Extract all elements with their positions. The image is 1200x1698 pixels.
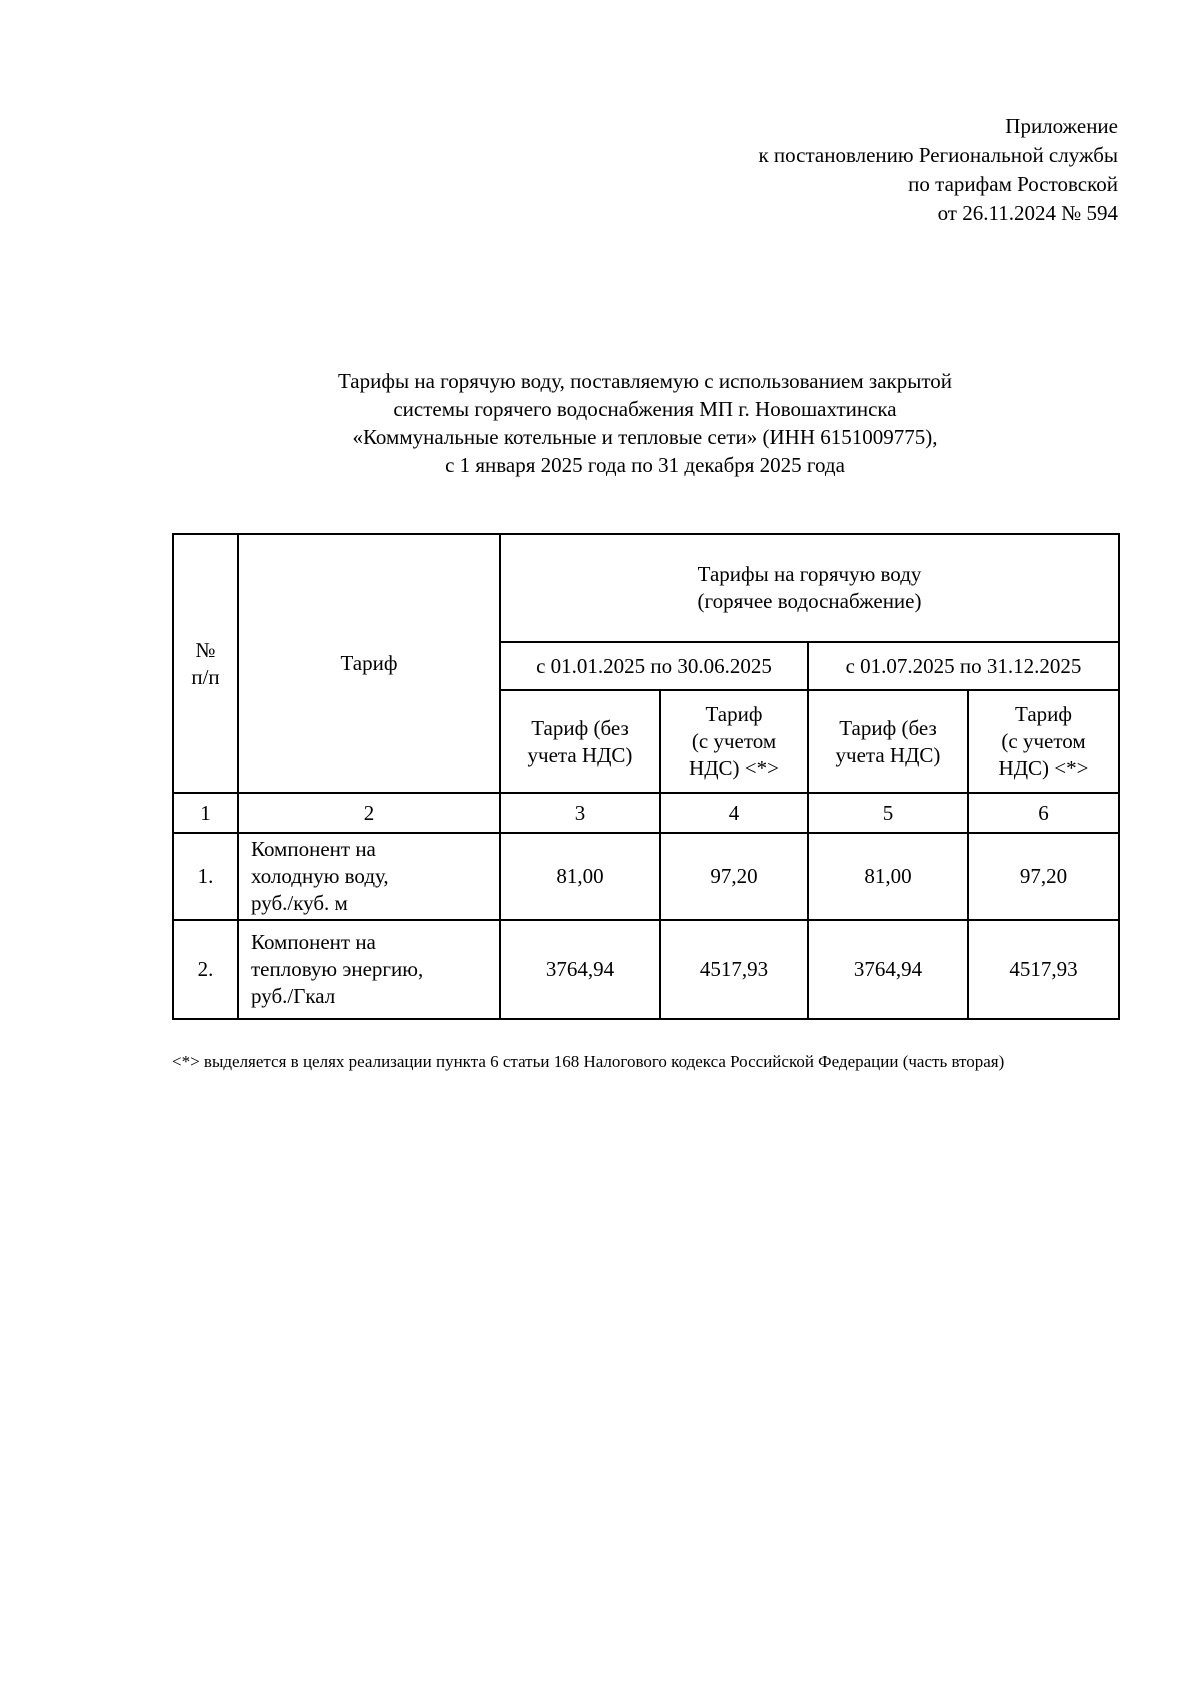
header-tariff: Тариф — [238, 534, 500, 793]
header-period-2: с 01.07.2025 по 31.12.2025 — [808, 642, 1119, 690]
header-number-line: п/п — [191, 664, 220, 689]
header-group — [500, 534, 1119, 642]
row-value: 4517,93 — [968, 920, 1119, 1019]
row-name-line: руб./куб. м — [251, 891, 348, 915]
header-with-vat-line: НДС) <*> — [689, 756, 779, 780]
column-number: 2 — [238, 793, 500, 833]
header-with-vat-line: (с учетом — [691, 729, 777, 753]
header-no-vat — [500, 690, 660, 793]
header-group-line: Тарифы на горячую воду — [697, 562, 922, 586]
row-value: 81,00 — [500, 833, 660, 920]
header-with-vat-line: Тариф — [705, 702, 763, 726]
row-number: 2. — [173, 920, 238, 1019]
header-number — [173, 534, 238, 793]
column-number: 5 — [808, 793, 968, 833]
row-name-line: Компонент на — [251, 837, 376, 861]
header-with-vat — [660, 690, 808, 793]
header-no-vat-line: Тариф (без — [531, 715, 629, 740]
header-number-line: № — [195, 637, 216, 662]
row-value: 3764,94 — [808, 920, 968, 1019]
row-name-line: тепловую энергию, — [251, 957, 424, 981]
appendix-line: к постановлению Региональной службы — [758, 143, 1118, 167]
header-with-vat-line: Тариф — [1015, 702, 1072, 726]
row-value: 97,20 — [660, 833, 808, 920]
title-line: с 1 января 2025 года по 31 декабря 2025 года — [445, 453, 845, 477]
header-group-line: (горячее водоснабжение) — [697, 589, 922, 613]
header-row-top — [173, 534, 1119, 642]
document-title — [172, 367, 1118, 479]
title-line: Тарифы на горячую воду, поставляемую с использованием закрытой — [338, 369, 952, 393]
header-no-vat-line: учета НДС) — [527, 742, 633, 767]
column-number: 4 — [660, 793, 808, 833]
column-number-row — [173, 793, 1119, 833]
title-line: системы горячего водоснабжения МП г. Новошахтинска — [393, 397, 897, 421]
tariff-table — [172, 533, 1120, 1020]
footnote: <*> выделяется в целях реализации пункта 6 статьи 168 Налогового кодекса Российской Федерации (часть вторая) — [172, 1052, 1005, 1071]
appendix-line: Приложение — [1005, 114, 1118, 138]
row-name-line: Компонент на — [251, 930, 376, 954]
row-value: 97,20 — [968, 833, 1119, 920]
table-row — [173, 920, 1119, 1019]
title-line: «Коммунальные котельные и тепловые сети» (ИНН 6151009775), — [352, 425, 938, 449]
column-number: 3 — [500, 793, 660, 833]
header-no-vat-line: Тариф (без — [839, 715, 937, 740]
header-no-vat — [808, 690, 968, 793]
appendix-block — [758, 112, 1118, 228]
column-number: 6 — [968, 793, 1119, 833]
header-no-vat-line: учета НДС) — [835, 742, 941, 767]
header-with-vat-line: (с учетом — [1001, 729, 1086, 753]
row-name — [238, 920, 500, 1019]
row-number: 1. — [173, 833, 238, 920]
row-name-line: руб./Гкал — [251, 984, 336, 1008]
appendix-line: от 26.11.2024 № 594 — [937, 201, 1118, 225]
header-with-vat-line: НДС) <*> — [998, 756, 1089, 780]
header-with-vat — [968, 690, 1119, 793]
header-period-1: с 01.01.2025 по 30.06.2025 — [500, 642, 808, 690]
row-value: 3764,94 — [500, 920, 660, 1019]
appendix-line: по тарифам Ростовской — [908, 172, 1118, 196]
row-value: 4517,93 — [660, 920, 808, 1019]
row-value: 81,00 — [808, 833, 968, 920]
column-number: 1 — [173, 793, 238, 833]
row-name — [238, 833, 500, 920]
table-row — [173, 833, 1119, 920]
row-name-line: холодную воду, — [251, 864, 389, 888]
